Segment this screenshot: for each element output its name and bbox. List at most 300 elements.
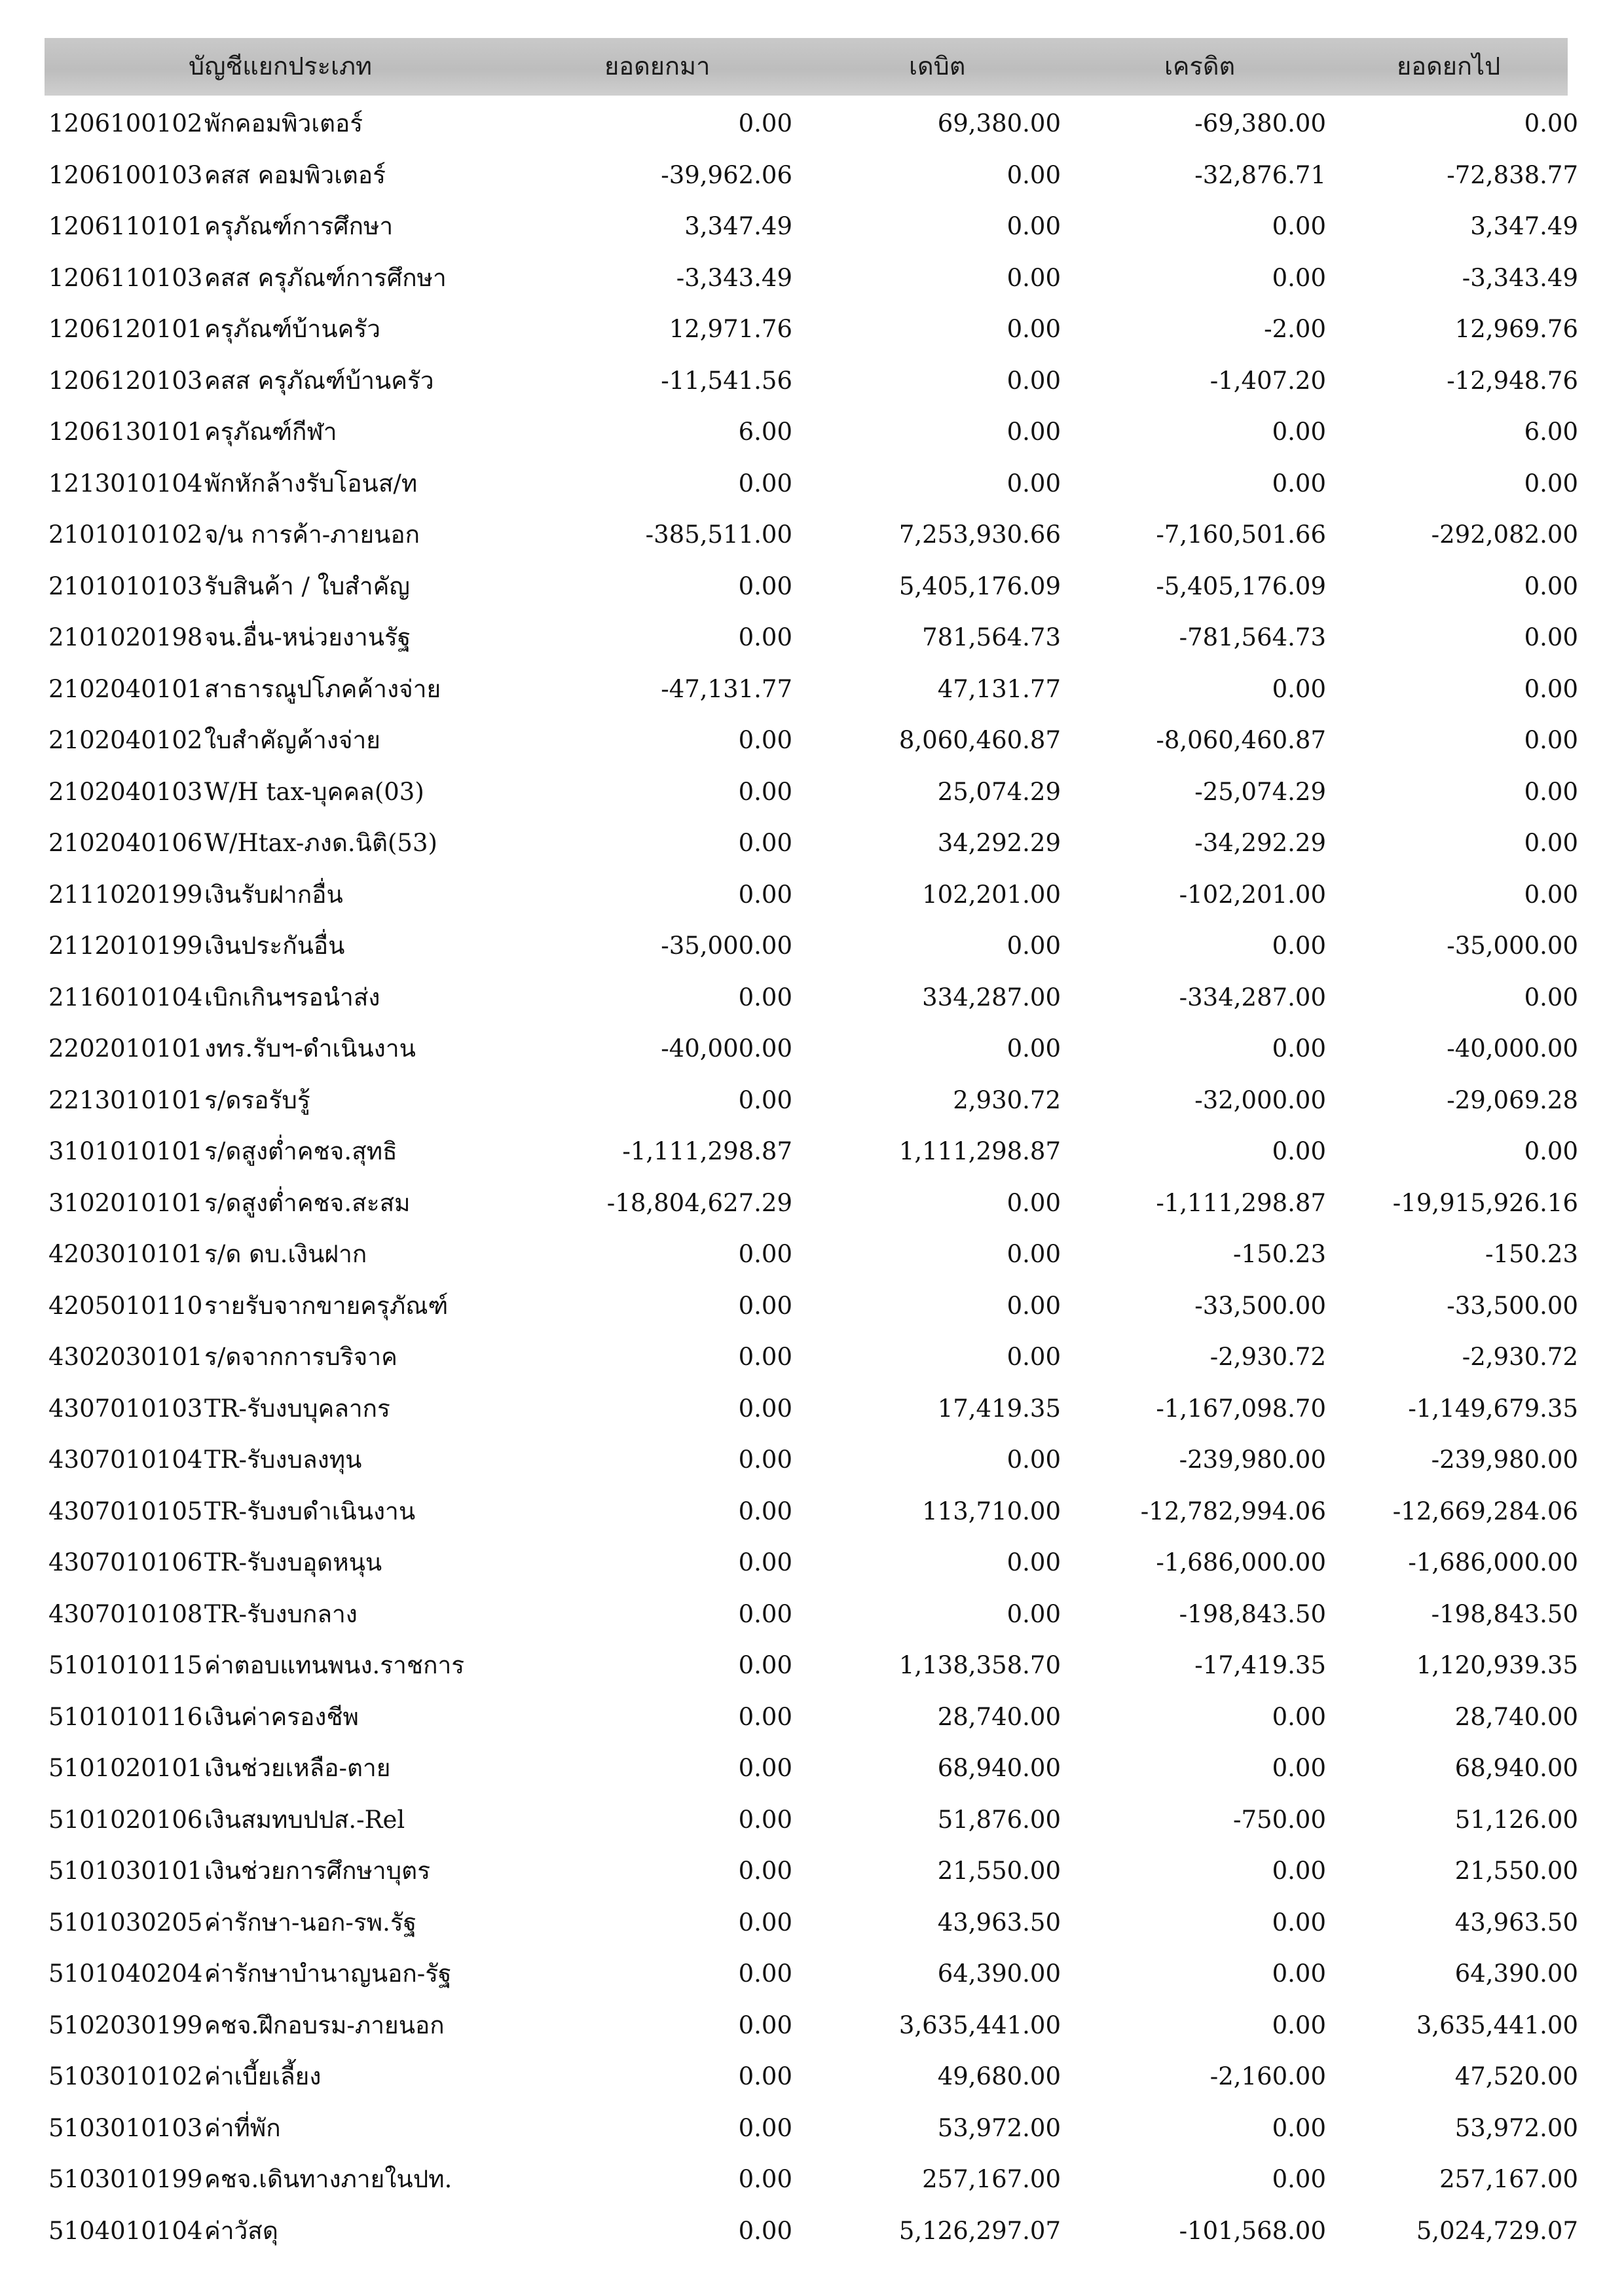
account-code: 4307010104 [48,1446,203,1474]
table-row [0,869,1624,921]
debit-amount: 0.00 [1006,1034,1061,1063]
closing-balance: -72,838.77 [1447,160,1578,189]
opening-balance: 0.00 [738,109,792,137]
table-row [0,1589,1624,1641]
credit-amount: -8,060,460.87 [1156,726,1326,754]
debit-amount: 0.00 [1006,160,1061,189]
closing-balance: 0.00 [1524,109,1578,137]
credit-amount: 0.00 [1272,1908,1326,1937]
opening-balance: 0.00 [738,777,792,806]
credit-amount: -32,000.00 [1194,1085,1326,1114]
debit-amount: 28,740.00 [937,1702,1061,1731]
account-code: 4307010106 [48,1548,203,1576]
debit-amount: 7,253,930.66 [898,520,1061,549]
account-code: 2111020199 [48,880,203,909]
opening-balance: 0.00 [738,1908,792,1937]
account-name: ร/ดรอรับรู้ [204,1085,310,1114]
account-name: คชจ.เดินทางภายในปท. [204,2165,452,2193]
account-name: รายรับจากขายครุภัณฑ์ [204,1291,449,1320]
opening-balance: 0.00 [738,1857,792,1885]
account-name: จ/น การค้า-ภายนอก [204,520,420,549]
credit-amount: -69,380.00 [1194,109,1326,137]
credit-amount: -334,287.00 [1179,983,1326,1011]
opening-balance: 0.00 [738,1548,792,1576]
credit-amount: 0.00 [1272,1959,1326,1988]
account-name: ครุภัณฑ์การศึกษา [204,212,394,240]
opening-balance: 0.00 [738,880,792,909]
credit-amount: 0.00 [1272,932,1326,960]
account-code: 4302030101 [48,1343,203,1371]
debit-amount: 3,635,441.00 [898,2011,1061,2039]
closing-balance: 3,347.49 [1470,212,1578,240]
account-code: 2102040106 [48,829,203,857]
debit-amount: 8,060,460.87 [898,726,1061,754]
debit-amount: 17,419.35 [937,1394,1061,1423]
opening-balance: 6.00 [738,418,792,446]
opening-balance: 0.00 [738,1394,792,1423]
debit-amount: 5,405,176.09 [898,572,1061,600]
account-code: 1206120101 [48,315,203,343]
closing-balance: 21,550.00 [1454,1857,1578,1885]
account-name: TR-รับงบดำเนินงาน [204,1497,416,1525]
account-name: เบิกเกินฯรอนำส่ง [204,983,380,1011]
debit-amount: 0.00 [1006,212,1061,240]
opening-balance: 0.00 [738,1085,792,1114]
closing-balance: 51,126.00 [1454,1805,1578,1834]
credit-amount: -1,407.20 [1209,366,1326,395]
table-row [0,458,1624,510]
account-name: เงินสมทบปปส.-Rel [204,1805,405,1834]
credit-amount: -32,876.71 [1194,160,1326,189]
table-row [0,2206,1624,2257]
table-row [0,98,1624,150]
account-name: ค่าเบี้ยเลี้ยง [204,2062,322,2090]
credit-amount: -25,074.29 [1194,777,1326,806]
account-name: เงินช่วยการศึกษาบุตร [204,1857,431,1885]
table-row [0,201,1624,253]
table-row [0,1075,1624,1127]
debit-amount: 0.00 [1006,932,1061,960]
credit-amount: -781,564.73 [1179,623,1326,651]
closing-balance: 5,024,729.07 [1416,2216,1578,2245]
closing-balance: 3,635,441.00 [1416,2011,1578,2039]
account-name: ค่ารักษา-นอก-รพ.รัฐ [204,1908,417,1937]
closing-balance: 43,963.50 [1454,1908,1578,1937]
credit-amount: -34,292.29 [1194,829,1326,857]
account-code: 4307010105 [48,1497,203,1525]
table-row [0,1332,1624,1383]
debit-amount: 49,680.00 [937,2062,1061,2090]
account-name: งทร.รับฯ-ดำเนินงาน [204,1034,416,1063]
opening-balance: 0.00 [738,1959,792,1988]
debit-amount: 47,131.77 [937,674,1061,703]
opening-balance: 0.00 [738,1497,792,1525]
table-row [0,1178,1624,1230]
account-code: 5103010102 [48,2062,203,2090]
account-code: 5103010103 [48,2113,203,2142]
account-name: เงินค่าครองชีพ [204,1702,359,1731]
credit-amount: 0.00 [1272,1857,1326,1885]
opening-balance: -47,131.77 [661,674,792,703]
closing-balance: 0.00 [1524,829,1578,857]
table-row [0,612,1624,664]
table-row [0,1537,1624,1589]
debit-amount: 2,930.72 [953,1085,1061,1114]
table-row [0,407,1624,458]
table-row [0,150,1624,202]
account-name: ค่าที่พัก [204,2113,281,2142]
credit-amount: -150.23 [1233,1240,1326,1268]
opening-balance: 0.00 [738,2011,792,2039]
closing-balance: -292,082.00 [1431,520,1578,549]
credit-amount: -198,843.50 [1179,1599,1326,1628]
table-row [0,253,1624,304]
opening-balance: -11,541.56 [661,366,792,395]
debit-amount: 34,292.29 [937,829,1061,857]
account-name: TR-รับงบกลาง [204,1599,358,1628]
opening-balance: -35,000.00 [661,932,792,960]
closing-balance: 0.00 [1524,880,1578,909]
table-row [0,1486,1624,1538]
opening-balance: 0.00 [738,623,792,651]
closing-balance: 0.00 [1524,777,1578,806]
table-row [0,2154,1624,2206]
account-name: ค่าตอบแทนพนง.ราชการ [204,1651,465,1679]
account-name: เงินรับฝากอื่น [204,880,343,909]
header-opening-balance: ยอดยกมา [604,52,710,81]
closing-balance: 0.00 [1524,572,1578,600]
debit-amount: 0.00 [1006,1188,1061,1217]
table-row [0,355,1624,407]
account-code: 1206130101 [48,418,203,446]
credit-amount: 0.00 [1272,469,1326,498]
account-code: 3102010101 [48,1188,203,1217]
account-code: 2202010101 [48,1034,203,1063]
table-header [45,38,1568,96]
credit-amount: -750.00 [1233,1805,1326,1834]
debit-amount: 0.00 [1006,1240,1061,1268]
closing-balance: 0.00 [1524,469,1578,498]
credit-amount: -1,111,298.87 [1156,1188,1326,1217]
closing-balance: -40,000.00 [1447,1034,1578,1063]
table-row [0,715,1624,767]
table-row [0,1897,1624,1949]
table-row [0,1846,1624,1897]
account-code: 1213010104 [48,469,203,498]
closing-balance: -198,843.50 [1431,1599,1578,1628]
opening-balance: -39,962.06 [661,160,792,189]
debit-amount: 0.00 [1006,1343,1061,1371]
opening-balance: 0.00 [738,1805,792,1834]
credit-amount: -2,160.00 [1209,2062,1326,2090]
account-code: 1206100102 [48,109,203,137]
credit-amount: 0.00 [1272,418,1326,446]
debit-amount: 43,963.50 [937,1908,1061,1937]
closing-balance: 53,972.00 [1454,2113,1578,2142]
credit-amount: 0.00 [1272,2011,1326,2039]
header-debit: เดบิต [909,52,966,81]
account-code: 4203010101 [48,1240,203,1268]
credit-amount: -1,686,000.00 [1156,1548,1326,1576]
credit-amount: -102,201.00 [1179,880,1326,909]
debit-amount: 25,074.29 [937,777,1061,806]
account-code: 1206110101 [48,212,203,240]
closing-balance: 1,120,939.35 [1416,1651,1578,1679]
account-code: 2102040101 [48,674,203,703]
closing-balance: -2,930.72 [1462,1343,1578,1371]
closing-balance: -150.23 [1485,1240,1578,1268]
closing-balance: -12,948.76 [1447,366,1578,395]
closing-balance: -1,686,000.00 [1408,1548,1578,1576]
closing-balance: -33,500.00 [1447,1291,1578,1320]
table-row [0,920,1624,972]
account-name: คชจ.ฝึกอบรม-ภายนอก [204,2011,445,2039]
debit-amount: 0.00 [1006,315,1061,343]
account-code: 5101040204 [48,1959,203,1988]
opening-balance: -18,804,627.29 [606,1188,792,1217]
debit-amount: 0.00 [1006,366,1061,395]
table-row [0,1640,1624,1692]
account-code: 2102040102 [48,726,203,754]
account-code: 5101020101 [48,1754,203,1782]
opening-balance: 0.00 [738,1240,792,1268]
account-code: 5102030199 [48,2011,203,2039]
credit-amount: -12,782,994.06 [1140,1497,1326,1525]
closing-balance: 0.00 [1524,623,1578,651]
account-code: 5101020106 [48,1805,203,1834]
account-name: W/Htax-ภงด.นิติ(53) [204,829,437,857]
account-code: 2101010103 [48,572,203,600]
account-code: 1206120103 [48,366,203,395]
debit-amount: 0.00 [1006,1446,1061,1474]
opening-balance: 0.00 [738,829,792,857]
closing-balance: 0.00 [1524,983,1578,1011]
account-name: คสส ครุภัณฑ์บ้านครัว [204,366,434,395]
account-name: TR-รับงบอุดหนุน [204,1548,382,1576]
closing-balance: -29,069.28 [1447,1085,1578,1114]
table-row [0,664,1624,716]
account-code: 5104010104 [48,2216,203,2245]
table-row [0,1281,1624,1332]
closing-balance: 0.00 [1524,674,1578,703]
closing-balance: -3,343.49 [1462,263,1578,292]
opening-balance: 0.00 [738,1651,792,1679]
opening-balance: 0.00 [738,469,792,498]
credit-amount: 0.00 [1272,212,1326,240]
account-name: คสส คอมพิวเตอร์ [204,160,386,189]
account-name: TR-รับงบลงทุน [204,1446,362,1474]
account-name: TR-รับงบบุคลากร [204,1394,390,1423]
opening-balance: 0.00 [738,572,792,600]
debit-amount: 257,167.00 [922,2165,1061,2193]
account-name: ใบสำคัญค้างจ่าย [204,726,380,754]
account-code: 2112010199 [48,932,203,960]
opening-balance: 0.00 [738,1343,792,1371]
closing-balance: 12,969.76 [1454,315,1578,343]
table-row [0,1023,1624,1075]
account-code: 2102040103 [48,777,203,806]
account-code: 3101010101 [48,1137,203,1165]
account-name: ค่ารักษาบำนาญนอก-รัฐ [204,1959,452,1988]
opening-balance: 0.00 [738,1446,792,1474]
account-code: 2213010101 [48,1085,203,1114]
table-row [0,304,1624,355]
opening-balance: 12,971.76 [669,315,792,343]
credit-amount: -101,568.00 [1179,2216,1326,2245]
debit-amount: 51,876.00 [937,1805,1061,1834]
debit-amount: 781,564.73 [922,623,1061,651]
table-row [0,818,1624,869]
account-name: เงินช่วยเหลือ-ตาย [204,1754,391,1782]
opening-balance: 0.00 [738,1702,792,1731]
closing-balance: -19,915,926.16 [1392,1188,1578,1217]
closing-balance: 257,167.00 [1439,2165,1578,2193]
table-row [0,1795,1624,1846]
header-account: บัญชีแยกประเภท [189,52,373,81]
debit-amount: 53,972.00 [937,2113,1061,2142]
account-name: พักคอมพิวเตอร์ [204,109,363,137]
account-name: W/H tax-บุคคล(03) [204,777,424,806]
account-name: ครุภัณฑ์กีฬา [204,418,337,446]
header-credit: เครดิต [1164,52,1236,81]
opening-balance: 0.00 [738,983,792,1011]
closing-balance: 6.00 [1524,418,1578,446]
table-row [0,561,1624,613]
debit-amount: 0.00 [1006,1291,1061,1320]
opening-balance: 0.00 [738,1754,792,1782]
table-row [0,1434,1624,1486]
table-row [0,1126,1624,1178]
debit-amount: 113,710.00 [922,1497,1061,1525]
closing-balance: 64,390.00 [1454,1959,1578,1988]
account-name: สาธารณูปโภคค้างจ่าย [204,674,441,703]
closing-balance: 68,940.00 [1454,1754,1578,1782]
opening-balance: -3,343.49 [676,263,792,292]
account-code: 5101010115 [48,1651,203,1679]
account-code: 2101010102 [48,520,203,549]
account-code: 1206100103 [48,160,203,189]
opening-balance: 0.00 [738,2165,792,2193]
closing-balance: -1,149,679.35 [1408,1394,1578,1423]
account-name: พักหักล้างรับโอนส/ท [204,469,418,498]
debit-amount: 69,380.00 [937,109,1061,137]
table-row [0,1948,1624,2000]
account-name: ครุภัณฑ์บ้านครัว [204,315,381,343]
account-code: 4307010108 [48,1599,203,1628]
ledger-rows [0,98,1624,2257]
table-row [0,767,1624,818]
account-name: ร/ดจากการบริจาค [204,1343,397,1371]
credit-amount: 0.00 [1272,1754,1326,1782]
closing-balance: 47,520.00 [1454,2062,1578,2090]
credit-amount: -33,500.00 [1194,1291,1326,1320]
credit-amount: -2,930.72 [1209,1343,1326,1371]
closing-balance: -239,980.00 [1431,1446,1578,1474]
header-closing-balance: ยอดยกไป [1397,52,1501,81]
credit-amount: 0.00 [1272,674,1326,703]
credit-amount: 0.00 [1272,1702,1326,1731]
opening-balance: 0.00 [738,1599,792,1628]
opening-balance: -1,111,298.87 [622,1137,792,1165]
account-name: เงินประกันอื่น [204,932,345,960]
credit-amount: 0.00 [1272,263,1326,292]
debit-amount: 68,940.00 [937,1754,1061,1782]
closing-balance: 0.00 [1524,1137,1578,1165]
opening-balance: 0.00 [738,2113,792,2142]
table-row [0,2000,1624,2052]
debit-amount: 102,201.00 [922,880,1061,909]
closing-balance: 28,740.00 [1454,1702,1578,1731]
opening-balance: -40,000.00 [661,1034,792,1063]
opening-balance: 3,347.49 [684,212,792,240]
credit-amount: -7,160,501.66 [1156,520,1326,549]
account-code: 5103010199 [48,2165,203,2193]
account-name: ค่าวัสดุ [204,2216,278,2245]
table-row [0,1692,1624,1743]
account-code: 2116010104 [48,983,203,1011]
credit-amount: 0.00 [1272,2113,1326,2142]
closing-balance: 0.00 [1524,726,1578,754]
table-row [0,1229,1624,1281]
debit-amount: 5,126,297.07 [898,2216,1061,2245]
account-code: 5101030101 [48,1857,203,1885]
debit-amount: 64,390.00 [937,1959,1061,1988]
debit-amount: 21,550.00 [937,1857,1061,1885]
debit-amount: 0.00 [1006,1548,1061,1576]
account-code: 5101010116 [48,1702,203,1731]
table-row [0,2103,1624,2155]
account-code: 5101030205 [48,1908,203,1937]
account-code: 4307010103 [48,1394,203,1423]
debit-amount: 0.00 [1006,469,1061,498]
account-name: ร/ด ดบ.เงินฝาก [204,1240,367,1268]
debit-amount: 1,111,298.87 [898,1137,1061,1165]
credit-amount: 0.00 [1272,2165,1326,2193]
opening-balance: -385,511.00 [645,520,792,549]
table-row [0,1743,1624,1795]
account-name: รับสินค้า / ใบสำคัญ [204,572,410,600]
account-code: 4205010110 [48,1291,203,1320]
debit-amount: 0.00 [1006,263,1061,292]
closing-balance: -12,669,284.06 [1392,1497,1578,1525]
opening-balance: 0.00 [738,726,792,754]
debit-amount: 0.00 [1006,1599,1061,1628]
credit-amount: -239,980.00 [1179,1446,1326,1474]
debit-amount: 1,138,358.70 [898,1651,1061,1679]
account-name: ร/ดสูงต่ำคชจ.สะสม [204,1188,411,1217]
opening-balance: 0.00 [738,2216,792,2245]
closing-balance: -35,000.00 [1447,932,1578,960]
credit-amount: -2.00 [1264,315,1326,343]
credit-amount: -5,405,176.09 [1156,572,1326,600]
account-name: ร/ดสูงต่ำคชจ.สุทธิ [204,1137,397,1165]
credit-amount: 0.00 [1272,1034,1326,1063]
opening-balance: 0.00 [738,1291,792,1320]
table-row [0,509,1624,561]
debit-amount: 0.00 [1006,418,1061,446]
credit-amount: -1,167,098.70 [1156,1394,1326,1423]
account-code: 2101020198 [48,623,203,651]
credit-amount: -17,419.35 [1194,1651,1326,1679]
debit-amount: 334,287.00 [922,983,1061,1011]
account-name: จน.อื่น-หน่วยงานรัฐ [204,623,411,651]
opening-balance: 0.00 [738,2062,792,2090]
table-row [0,2051,1624,2103]
table-row [0,1383,1624,1435]
account-name: คสส ครุภัณฑ์การศึกษา [204,263,447,292]
table-row [0,972,1624,1024]
credit-amount: 0.00 [1272,1137,1326,1165]
